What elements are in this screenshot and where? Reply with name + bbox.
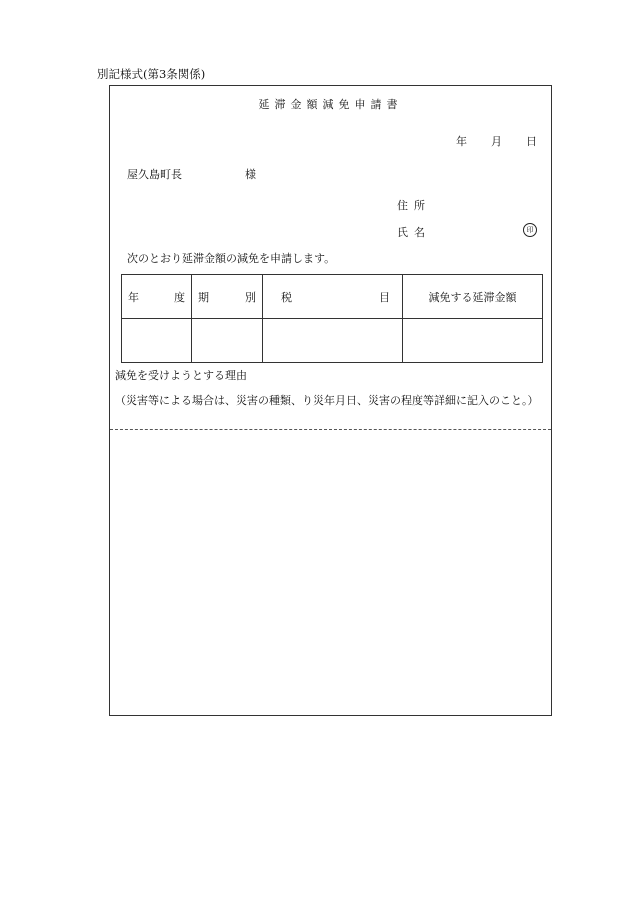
header-period — [192, 275, 263, 319]
date-day-label: 日 — [526, 135, 537, 148]
period-cell[interactable] — [192, 319, 263, 363]
header-text: 度 — [174, 290, 185, 304]
tax-item-cell[interactable] — [263, 319, 403, 363]
reason-label: 減免を受けようとする理由 — [115, 369, 247, 382]
addressee: 屋久島町長 — [127, 168, 182, 181]
header-text: 期 — [198, 290, 209, 304]
table-header-row — [122, 275, 543, 319]
reduced-amount-cell[interactable] — [403, 319, 543, 363]
detail-table — [121, 274, 543, 363]
reason-note: （災害等による場合は、災害の種類、り災年月日、災害の程度等詳細に記入のこと。） — [115, 394, 539, 407]
application-form — [109, 85, 552, 716]
header-tax-item — [263, 275, 403, 319]
honorific: 様 — [245, 168, 256, 181]
header-text: 税 — [281, 290, 292, 304]
address-label: 住所 — [397, 199, 431, 212]
header-fiscal-year — [122, 275, 192, 319]
table-row — [122, 319, 543, 363]
date-year-label: 年 — [456, 135, 467, 148]
seal-mark-icon: 印 — [523, 223, 537, 237]
header-reduced-amount — [403, 275, 543, 319]
header-text: 減免する延滞金額 — [428, 290, 517, 304]
header-text: 年 — [128, 290, 139, 304]
date-month-label: 月 — [491, 135, 502, 148]
header-text: 別 — [245, 290, 256, 304]
dashed-divider — [110, 429, 551, 430]
form-number-label: 別記様式(第3条関係) — [97, 67, 206, 81]
name-label: 氏名 — [397, 226, 431, 239]
application-statement: 次のとおり延滞金額の減免を申請します。 — [127, 252, 336, 265]
header-text: 目 — [379, 290, 390, 304]
fiscal-year-cell[interactable] — [122, 319, 192, 363]
form-title: 延滞金額減免申請書 — [258, 98, 403, 111]
